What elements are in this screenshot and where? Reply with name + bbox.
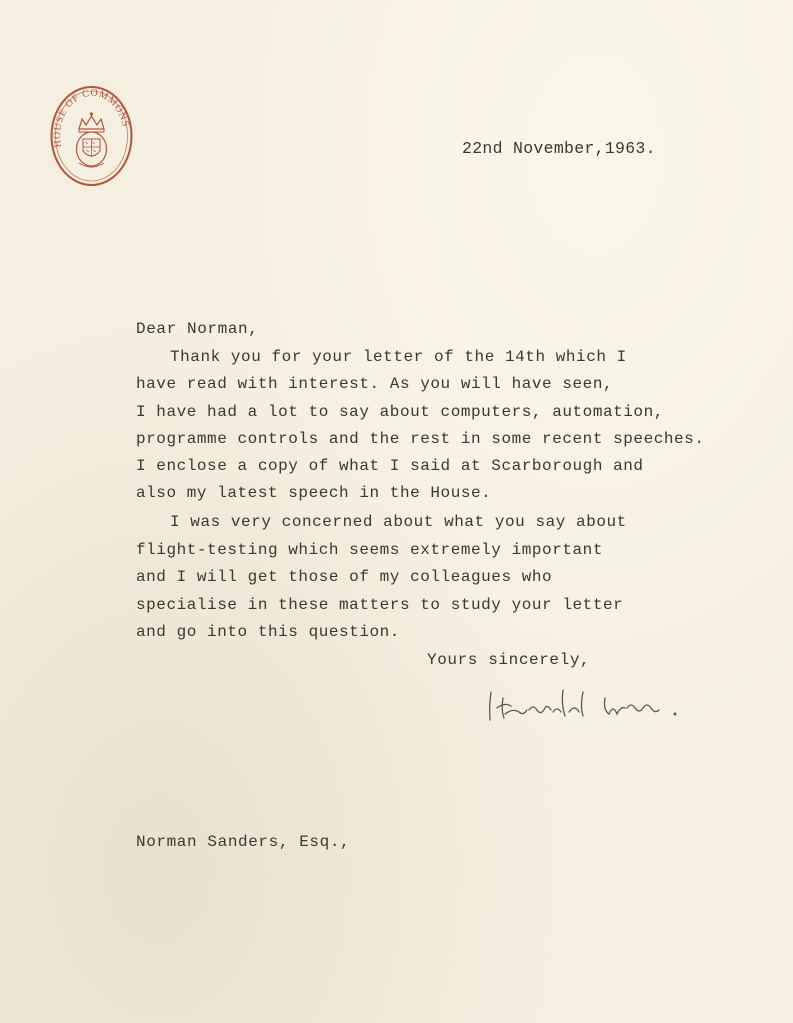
recipient: Norman Sanders, Esq., <box>136 833 351 851</box>
letter-date: 22nd November,1963. <box>462 139 656 158</box>
house-of-commons-seal <box>49 85 134 187</box>
closing: Yours sincerely, <box>427 651 591 669</box>
body-line: I have had a lot to say about computers, automation, <box>136 403 664 421</box>
handwritten-signature <box>485 684 685 724</box>
body-line: have read with interest. As you will have seen, <box>136 375 614 393</box>
seal-text: HOUSE OF COMMONS <box>51 87 131 149</box>
body-line: flight-testing which seems extremely important <box>136 541 603 559</box>
body-line: programme controls and the rest in some recent speeches. <box>136 430 705 448</box>
body-line: Thank you for your letter of the 14th which I <box>170 348 627 366</box>
body-line: I enclose a copy of what I said at Scarborough and <box>136 457 644 475</box>
body-line: and I will get those of my colleagues who <box>136 568 553 586</box>
body-line: specialise in these matters to study your letter <box>136 596 624 614</box>
body-line: also my latest speech in the House. <box>136 484 492 502</box>
salutation: Dear Norman, <box>136 320 259 338</box>
body-line: and go into this question. <box>136 623 400 641</box>
body-line: I was very concerned about what you say about <box>170 513 627 531</box>
